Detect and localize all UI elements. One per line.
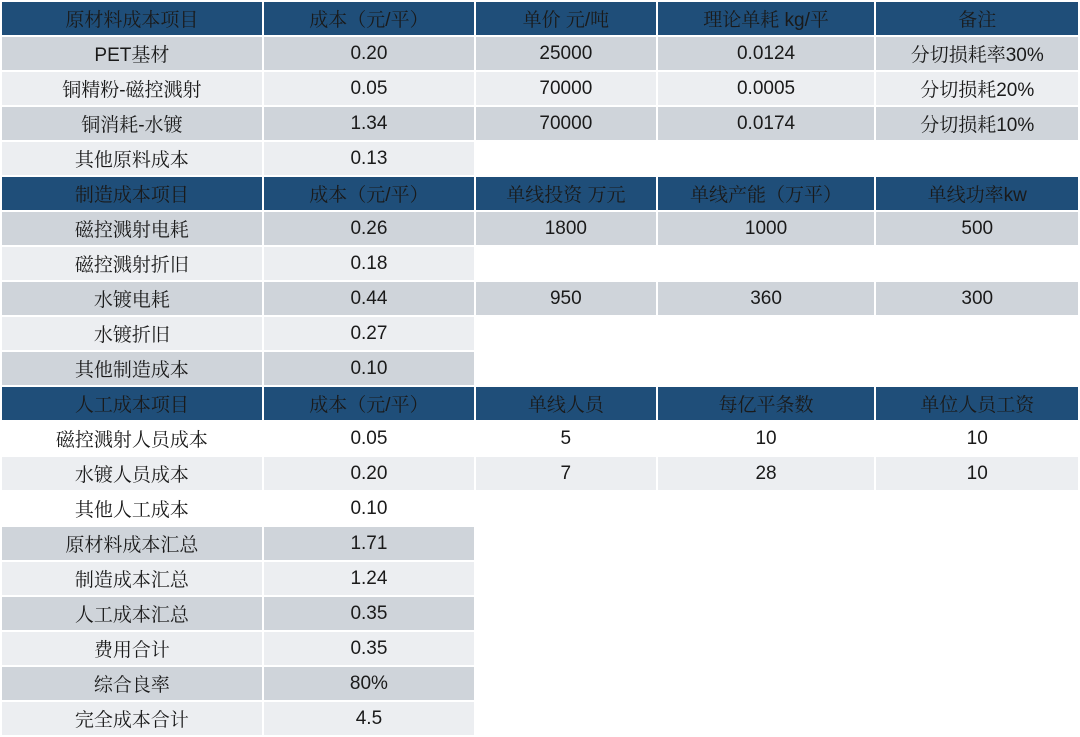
- row-label-cell: 人工成本汇总: [1, 596, 263, 631]
- column-header: 备注: [875, 1, 1079, 36]
- table-row: [1, 666, 1079, 701]
- column-header: 制造成本项目: [1, 176, 263, 211]
- row-label-cell: 其他人工成本: [1, 491, 263, 526]
- table-cell: [657, 701, 876, 736]
- column-header: 单线产能（万平）: [657, 176, 876, 211]
- table-cell: 1.71: [263, 526, 475, 561]
- table-cell: 0.10: [263, 491, 475, 526]
- table-cell: 25000: [475, 36, 657, 71]
- column-header: 单价 元/吨: [475, 1, 657, 36]
- row-label-cell: 磁控溅射折旧: [1, 246, 263, 281]
- row-label-cell: 水镀折旧: [1, 316, 263, 351]
- table-row: [1, 316, 1079, 351]
- table-cell: [657, 666, 876, 701]
- column-header: 原材料成本项目: [1, 1, 263, 36]
- row-label-cell: 水镀人员成本: [1, 456, 263, 491]
- table-cell: [875, 491, 1079, 526]
- table-cell: [875, 141, 1079, 176]
- table-row: [1, 106, 1079, 141]
- table-cell: 4.5: [263, 701, 475, 736]
- table-cell: 0.10: [263, 351, 475, 386]
- table-cell: 500: [875, 211, 1079, 246]
- table-cell: 0.18: [263, 246, 475, 281]
- table-cell: [657, 351, 876, 386]
- table-row: [1, 281, 1079, 316]
- table-cell: [475, 666, 657, 701]
- table-cell: 70000: [475, 71, 657, 106]
- table-cell: 0.05: [263, 421, 475, 456]
- row-label-cell: 费用合计: [1, 631, 263, 666]
- table-cell: [475, 701, 657, 736]
- table-cell: [875, 561, 1079, 596]
- table-cell: 10: [875, 456, 1079, 491]
- table-cell: [475, 491, 657, 526]
- table-cell: 300: [875, 281, 1079, 316]
- row-label-cell: 完全成本合计: [1, 701, 263, 736]
- row-label-cell: 水镀电耗: [1, 281, 263, 316]
- table-row: [1, 491, 1079, 526]
- table-cell: 7: [475, 456, 657, 491]
- table-row: [1, 701, 1079, 736]
- table-cell: [657, 246, 876, 281]
- table-cell: 0.44: [263, 281, 475, 316]
- table-cell: [657, 141, 876, 176]
- table-row: [1, 141, 1079, 176]
- column-header: 成本（元/平）: [263, 1, 475, 36]
- table-row: [1, 596, 1079, 631]
- table-cell: [875, 701, 1079, 736]
- table-cell: [475, 561, 657, 596]
- table-cell: 80%: [263, 666, 475, 701]
- table-row: [1, 351, 1079, 386]
- table-cell: 0.35: [263, 596, 475, 631]
- table-cell: 分切损耗20%: [875, 71, 1079, 106]
- table-row: [1, 526, 1079, 561]
- row-label-cell: 综合良率: [1, 666, 263, 701]
- table-cell: 1.34: [263, 106, 475, 141]
- table-cell: 10: [657, 421, 876, 456]
- table-row: [1, 36, 1079, 71]
- table-cell: [657, 631, 876, 666]
- column-header: 单线人员: [475, 386, 657, 421]
- table-cell: 950: [475, 281, 657, 316]
- table-row: [1, 456, 1079, 491]
- table-row: [1, 211, 1079, 246]
- table-header-row: [1, 386, 1079, 421]
- table-cell: 分切损耗10%: [875, 106, 1079, 141]
- table-body: [1, 1, 1079, 736]
- table-cell: 1000: [657, 211, 876, 246]
- row-label-cell: 磁控溅射人员成本: [1, 421, 263, 456]
- table-row: [1, 246, 1079, 281]
- table-cell: 28: [657, 456, 876, 491]
- column-header: 单线功率kw: [875, 176, 1079, 211]
- table-cell: [657, 526, 876, 561]
- table-cell: [875, 526, 1079, 561]
- column-header: 成本（元/平）: [263, 176, 475, 211]
- table-row: [1, 561, 1079, 596]
- table-cell: [657, 596, 876, 631]
- row-label-cell: 磁控溅射电耗: [1, 211, 263, 246]
- table-cell: [875, 596, 1079, 631]
- table-cell: 分切损耗率30%: [875, 36, 1079, 71]
- table-cell: [657, 561, 876, 596]
- table-cell: 70000: [475, 106, 657, 141]
- table-row: [1, 71, 1079, 106]
- table-cell: [657, 316, 876, 351]
- table-cell: 360: [657, 281, 876, 316]
- table-cell: [475, 141, 657, 176]
- table-cell: 0.05: [263, 71, 475, 106]
- table-cell: 0.0124: [657, 36, 876, 71]
- table-cell: 10: [875, 421, 1079, 456]
- table-cell: [475, 351, 657, 386]
- table-cell: 0.27: [263, 316, 475, 351]
- table-cell: 1800: [475, 211, 657, 246]
- table-cell: [475, 316, 657, 351]
- table-cell: 0.0174: [657, 106, 876, 141]
- table-cell: [657, 491, 876, 526]
- column-header: 单线投资 万元: [475, 176, 657, 211]
- table-cell: [475, 526, 657, 561]
- row-label-cell: 其他制造成本: [1, 351, 263, 386]
- table-cell: 0.35: [263, 631, 475, 666]
- column-header: 人工成本项目: [1, 386, 263, 421]
- row-label-cell: 铜精粉-磁控溅射: [1, 71, 263, 106]
- table-cell: [875, 316, 1079, 351]
- table-cell: 5: [475, 421, 657, 456]
- row-label-cell: 其他原料成本: [1, 141, 263, 176]
- column-header: 每亿平条数: [657, 386, 876, 421]
- table-row: [1, 421, 1079, 456]
- table-cell: 0.0005: [657, 71, 876, 106]
- table-cell: [475, 246, 657, 281]
- column-header: 单位人员工资: [875, 386, 1079, 421]
- row-label-cell: 铜消耗-水镀: [1, 106, 263, 141]
- table-header-row: [1, 176, 1079, 211]
- table-header-row: [1, 1, 1079, 36]
- table-cell: [875, 631, 1079, 666]
- column-header: 成本（元/平）: [263, 386, 475, 421]
- row-label-cell: 原材料成本汇总: [1, 526, 263, 561]
- row-label-cell: 制造成本汇总: [1, 561, 263, 596]
- table-cell: 1.24: [263, 561, 475, 596]
- table-cell: [875, 666, 1079, 701]
- table-cell: 0.26: [263, 211, 475, 246]
- table-cell: [875, 351, 1079, 386]
- table-cell: [475, 596, 657, 631]
- table-cell: [475, 631, 657, 666]
- table-cell: 0.20: [263, 36, 475, 71]
- table-cell: [875, 246, 1079, 281]
- table-row: [1, 631, 1079, 666]
- table-cell: 0.13: [263, 141, 475, 176]
- column-header: 理论单耗 kg/平: [657, 1, 876, 36]
- table-cell: 0.20: [263, 456, 475, 491]
- row-label-cell: PET基材: [1, 36, 263, 71]
